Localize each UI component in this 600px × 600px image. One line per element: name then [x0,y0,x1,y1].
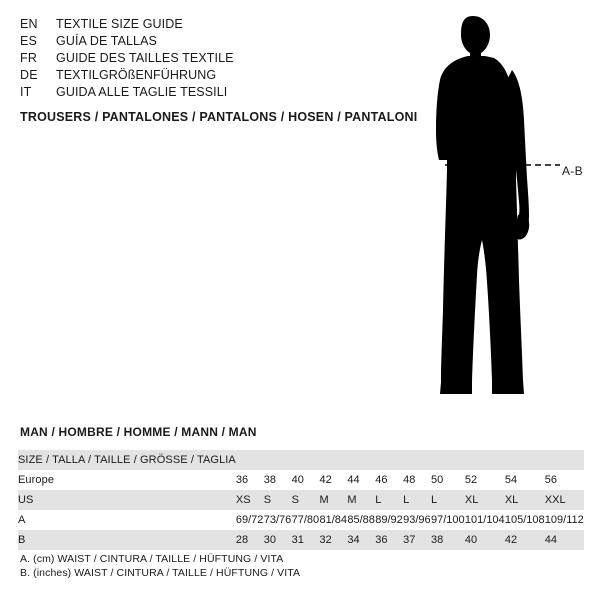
row-label: B [18,530,236,550]
language-row [20,33,350,50]
cell: 54 [504,474,518,486]
cell: 50 [431,474,444,486]
cell: 97/100 [431,514,465,526]
cell: 38 [263,474,276,486]
cell [264,450,292,470]
cell: 81/84 [319,514,348,526]
cell: 40 [291,474,304,486]
cell: 38 [431,530,465,550]
cell [465,450,505,470]
footnote-b: B. (inches) WAIST / CINTURA / TAILLE / HÜFTUNG / VITA [20,567,301,579]
cell: 32 [320,530,348,550]
cell: M [320,490,348,510]
cell: XL [505,490,545,510]
cell: XXL [545,490,584,510]
cell: 56 [544,474,558,486]
table-row [18,510,584,530]
cell: 46 [375,474,388,486]
cell: 34 [347,530,375,550]
cell: M [347,490,375,510]
language-title: TEXTILE SIZE GUIDE [56,17,183,31]
cell: S [292,490,320,510]
cell [375,450,403,470]
cell: 105/108 [504,514,545,526]
language-row [20,84,350,101]
cell: 37 [403,530,431,550]
cell [292,450,320,470]
cell: 42 [505,530,545,550]
language-row [20,16,350,33]
page-title: TROUSERS / PANTALONES / PANTALONS / HOSEN / PANTALONI [20,110,418,124]
cell: XL [465,490,505,510]
cell: 31 [292,530,320,550]
table-row [18,490,584,510]
language-code: EN [20,17,38,31]
cell [431,450,465,470]
cell [320,450,348,470]
language-code: IT [20,85,32,99]
body-silhouette-icon [410,10,590,410]
size-table [18,450,584,550]
cell: S [264,490,292,510]
cell: XS [236,490,264,510]
language-code: FR [20,51,38,65]
table-row [18,470,584,490]
cell: 36 [235,474,249,486]
language-title: GUÍA DE TALLAS [56,34,157,48]
row-label: Europe [18,474,55,486]
cell: 44 [347,474,360,486]
cell [505,450,545,470]
language-title: GUIDA ALLE TAGLIE TESSILI [56,85,228,99]
language-code: ES [20,34,38,48]
footnote-a: A. (cm) WAIST / CINTURA / TAILLE / HÜFTUNG / VITA [20,553,284,565]
cell: L [375,490,403,510]
cell: 85/88 [347,514,375,526]
row-label: A [18,514,26,526]
cell: 93/96 [403,514,431,526]
cell: L [403,490,431,510]
row-label: SIZE / TALLA / TAILLE / GRÖSSE / TAGLIA [18,450,236,470]
footnotes [20,552,300,580]
table-row [18,530,584,550]
language-list [20,16,350,101]
cell [347,450,375,470]
cell: 101/104 [464,514,505,526]
language-title: GUIDE DES TAILLES TEXTILE [56,51,234,65]
cell: 40 [465,530,505,550]
cell: 28 [236,530,264,550]
language-title: TEXTILGRÖßENFÜHRUNG [56,68,217,82]
language-row [20,67,350,84]
measurement-label-ab: A-B [562,164,583,178]
cell: 77/80 [291,514,320,526]
cell [236,450,264,470]
cell [545,450,584,470]
table-row [18,450,584,470]
table-group-title: MAN / HOMBRE / HOMME / MANN / MAN [20,425,257,439]
cell: 42 [319,474,332,486]
cell [403,450,431,470]
language-row [20,50,350,67]
language-code: DE [20,68,38,82]
cell: 36 [375,530,403,550]
cell: 73/76 [263,514,292,526]
cell: L [431,490,465,510]
cell: 89/92 [375,514,403,526]
cell: 30 [264,530,292,550]
figure-illustration [410,10,590,410]
cell: 69/72 [235,514,264,526]
cell: 48 [403,474,416,486]
row-label: US [18,490,236,510]
cell: 44 [545,530,584,550]
cell: 52 [464,474,478,486]
cell: 109/112 [544,514,584,526]
